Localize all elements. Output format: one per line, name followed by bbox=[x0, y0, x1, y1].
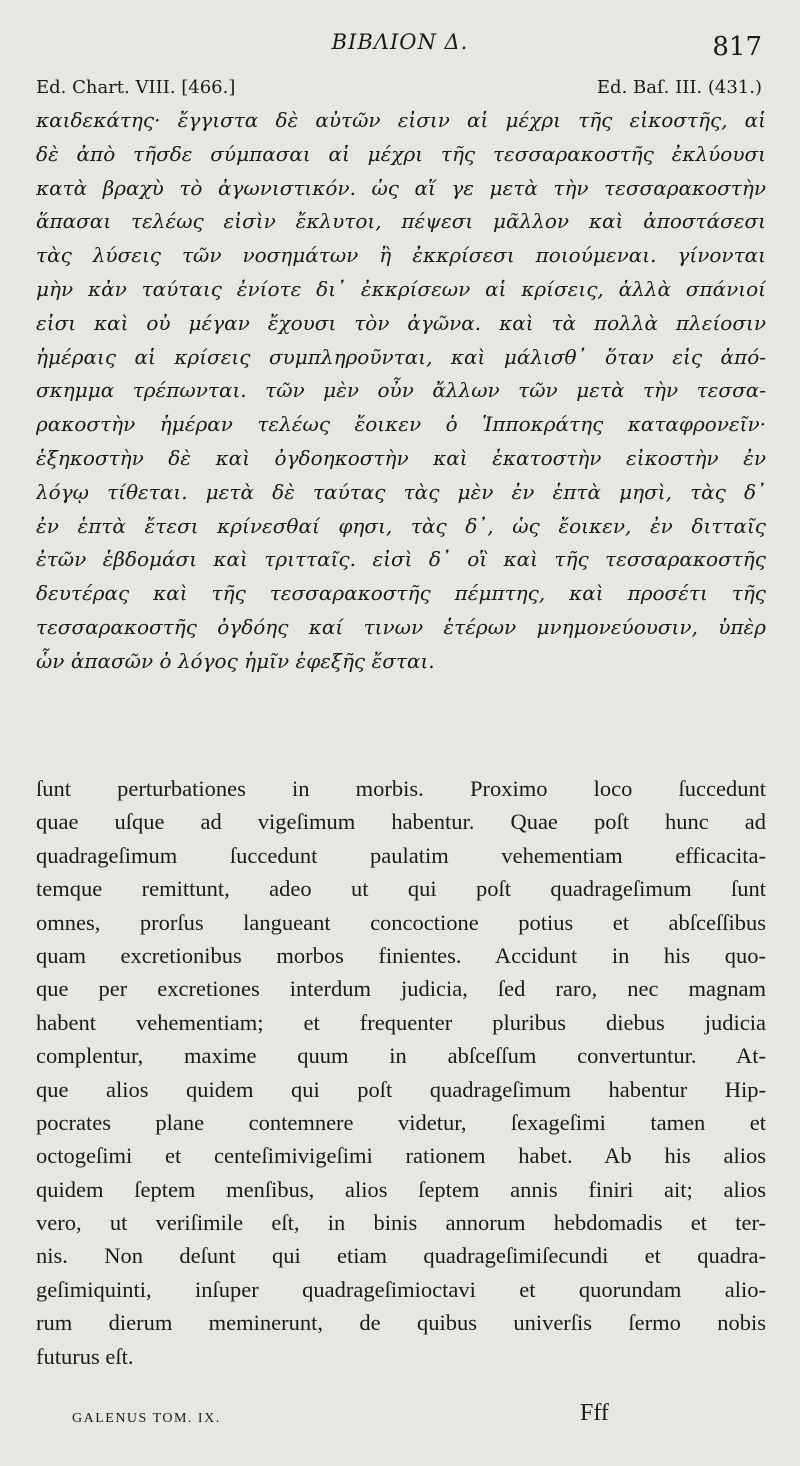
greek-line: ὧν ἁπασῶν ὁ λόγος ἡμῖν ἐφεξῆς ἔσται. bbox=[36, 648, 435, 673]
greek-line: ἑξηκοστὴν δὲ καὶ ὀγδοηκοστὴν καὶ ἑκατοστὴν εἰκοστὴν ἐν bbox=[36, 445, 766, 470]
latin-line: pocrates plane contemnere videtur, ſexageſimi tamen et bbox=[36, 1109, 766, 1135]
greek-line: δὲ ἀπὸ τῆσδε σύμπασαι αἱ μέχρι τῆς τεσσαρακοστῆς ἐκλύουσι bbox=[36, 141, 766, 166]
running-title: ΒΙΒΛΙΟΝ Δ. bbox=[331, 30, 469, 54]
footer-signature: GALENUS TOM. IX. bbox=[72, 1411, 221, 1426]
greek-line: καιδεκάτης· ἔγγιστα δὲ αὐτῶν εἰσιν αἱ μέχρι τῆς εἰκοστῆς, αἱ bbox=[36, 108, 766, 132]
greek-line: ρακοστὴν ἡμέραν τελέως ἔοικεν ὁ Ἱπποκράτης καταφρονεῖν· bbox=[36, 412, 766, 437]
greek-line: τεσσαρακοστῆς ὀγδόης καί τινων ἑτέρων μνημονεύουσιν, ὑπὲρ bbox=[36, 614, 766, 639]
latin-line: rum dierum meminerunt, de quibus univerſis ſermo nobis bbox=[36, 1310, 766, 1336]
greek-line: δευτέρας καὶ τῆς τεσσαρακοστῆς πέμπτης, καὶ προσέτι τῆς bbox=[36, 581, 766, 606]
greek-line: ἡμέραις αἱ κρίσεις συμπληροῦνται, καὶ μάλισθ᾽ ὅταν εἰς ἀπό- bbox=[36, 344, 766, 369]
latin-line: nis. Non deſunt qui etiam quadrageſimiſecundi et quadra- bbox=[36, 1243, 766, 1269]
latin-line: quae uſque ad vigeſimum habentur. Quae poſt hunc ad bbox=[36, 809, 766, 835]
page-number: 817 bbox=[712, 32, 762, 62]
greek-line: κατὰ βραχὺ τὸ ἀγωνιστικόν. ὡς αἵ γε μετὰ τὴν τεσσαρακοστὴν bbox=[36, 175, 766, 200]
greek-line: ἐν ἑπτὰ ἔτεσι κρίνεσθαί φησι, τὰς δ᾽, ὡς ἔοικεν, ἐν διτταῖς bbox=[36, 513, 766, 538]
greek-line: λόγῳ τίθεται. μετὰ δὲ ταύτας τὰς μὲν ἐν ἑπτὰ μησὶ, τὰς δ᾽ bbox=[36, 479, 766, 504]
greek-line: ἐτῶν ἑβδομάσι καὶ τριτταῖς. εἰσὶ δ᾽ οἳ καὶ τῆς τεσσαρακοστῆς bbox=[36, 547, 766, 572]
edition-reference-chartier: Ed. Chart. VIII. [466.] bbox=[36, 77, 236, 98]
greek-line: τὰς λύσεις τῶν νοσημάτων ἢ ἐκκρίσεσι ποιούμεναι. γίνονται bbox=[36, 243, 766, 268]
gathering-mark: Fff bbox=[580, 1400, 609, 1426]
latin-line: habent vehementiam; et frequenter pluribus diebus judicia bbox=[36, 1009, 766, 1035]
latin-line: complentur, maxime quum in abſceſſum convertuntur. At- bbox=[36, 1043, 766, 1069]
latin-line: octogeſimi et centeſimivigeſimi rationem habet. Ab his alios bbox=[36, 1143, 766, 1169]
latin-line: omnes, prorſus langueant concoctione potius et abſceſſibus bbox=[36, 909, 766, 935]
latin-line: futurus eſt. bbox=[36, 1343, 134, 1369]
greek-line: ἅπασαι τελέως εἰσὶν ἔκλυτοι, πέψεσι μᾶλλον καὶ ἀποστάσεσι bbox=[36, 209, 766, 234]
edition-reference-basel: Ed. Baſ. III. (431.) bbox=[596, 77, 762, 98]
latin-line: quidem ſeptem menſibus, alios ſeptem annis finiri ait; alios bbox=[36, 1176, 766, 1202]
latin-line: ſunt perturbationes in morbis. Proximo loco ſuccedunt bbox=[36, 776, 766, 801]
greek-line: μὴν κἀν ταύταις ἐνίοτε δι᾽ ἐκκρίσεων αἱ κρίσεις, ἀλλὰ σπάνιοί bbox=[36, 276, 766, 301]
greek-line: εἰσι καὶ οὐ μέγαν ἔχουσι τὸν ἀγῶνα. καὶ τὰ πολλὰ πλείοσιν bbox=[36, 310, 766, 335]
latin-line: quadrageſimum ſuccedunt paulatim vehementiam efficacita- bbox=[36, 842, 766, 868]
greek-line: σκημμα τρέπωνται. τῶν μὲν οὖν ἄλλων τῶν μετὰ τὴν τεσσα- bbox=[36, 378, 766, 403]
latin-line: que alios quidem qui poſt quadrageſimum habentur Hip- bbox=[36, 1076, 766, 1102]
latin-line: temque remittunt, adeo ut qui poſt quadrageſimum ſunt bbox=[36, 876, 766, 902]
latin-text-block bbox=[36, 772, 766, 1373]
latin-line: vero, ut veriſimile eſt, in binis annorum hebdomadis et ter- bbox=[36, 1210, 766, 1236]
greek-text-block bbox=[36, 104, 766, 679]
latin-line: geſimiquinti, inſuper quadrageſimioctavi et quorundam alio- bbox=[36, 1276, 766, 1302]
latin-line: quam excretionibus morbos finientes. Accidunt in his quo- bbox=[36, 942, 766, 968]
latin-line: que per excretiones interdum judicia, ſed raro, nec magnam bbox=[36, 976, 766, 1002]
